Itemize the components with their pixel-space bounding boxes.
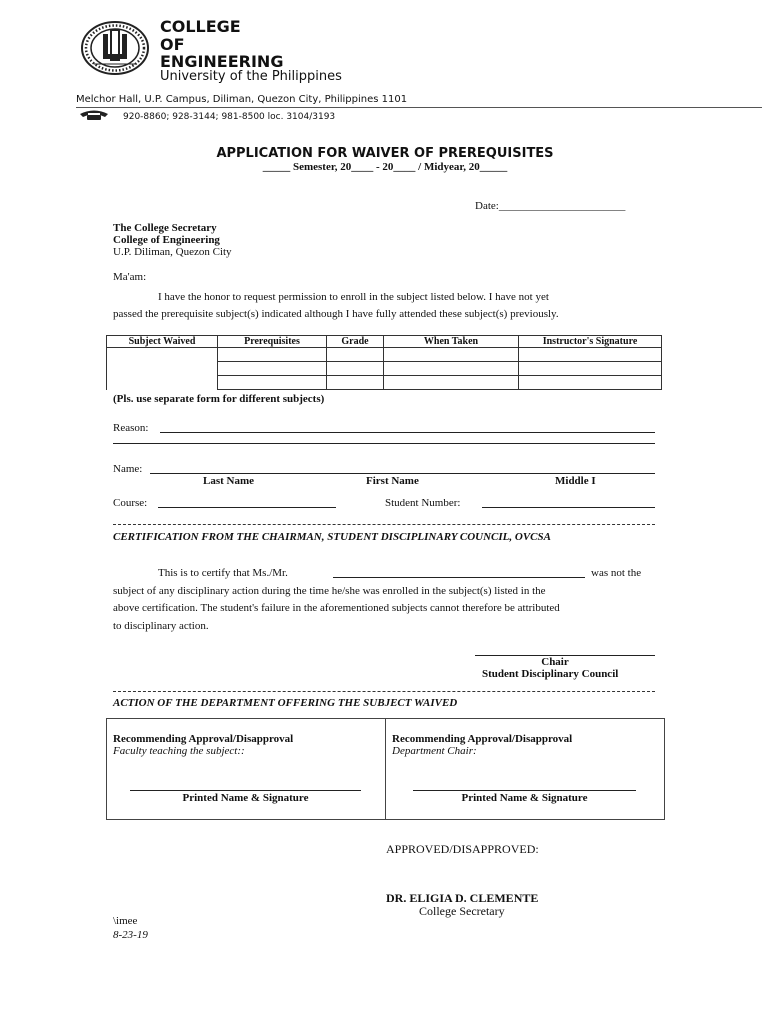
certification-line3: above certification. The student's failure in the aforementioned subjects cannot therefore be attributed (113, 602, 560, 614)
prerequisite-cell[interactable] (218, 348, 327, 362)
addressee-line1: The College Secretary (113, 222, 217, 234)
date-field[interactable]: Date:_______________________ (475, 200, 626, 212)
box-divider (385, 718, 386, 819)
section-divider (113, 691, 655, 692)
addressee-line2: College of Engineering (113, 234, 220, 246)
approval-label: APPROVED/DISAPPROVED: (386, 842, 539, 856)
when-taken-cell[interactable] (384, 362, 519, 376)
section-divider (113, 524, 655, 525)
col-grade: Grade (327, 336, 384, 348)
request-body-line1: I have the honor to request permission to enroll in the subject listed below. I have not yet (158, 291, 549, 303)
signature-cell[interactable] (519, 348, 662, 362)
table-row (107, 348, 662, 362)
grade-cell[interactable] (327, 376, 384, 390)
certification-line4: to disciplinary action. (113, 620, 209, 632)
when-taken-cell[interactable] (384, 348, 519, 362)
request-body-line2: passed the prerequisite subject(s) indicated although I have fully attended these subject(s) previously. (113, 308, 559, 320)
university-name: University of the Philippines (160, 69, 342, 84)
signatory-name: DR. ELIGIA D. CLEMENTE (386, 891, 539, 905)
dept-chair-signature-caption: Printed Name & Signature (461, 792, 588, 804)
certification-line1-end: was not the (591, 567, 642, 579)
salutation: Ma'am: (113, 271, 147, 283)
table-header-row (107, 336, 662, 348)
council-title: Student Disciplinary Council (482, 668, 619, 680)
last-name-caption: Last Name (203, 475, 255, 487)
col-prerequisites: Prerequisites (218, 336, 327, 348)
chair-title: Chair (541, 656, 569, 668)
college-name-line3: ENGINEERING (160, 52, 284, 71)
chair-approval-subtitle: Department Chair: (392, 745, 477, 757)
col-when-taken: When Taken (384, 336, 519, 348)
phone-numbers: 920-8860; 928-3144; 981-8500 loc. 3104/3193 (123, 112, 336, 122)
signature-cell[interactable] (519, 362, 662, 376)
header-divider (76, 107, 762, 108)
subjects-table (106, 335, 662, 390)
course-input-line[interactable] (158, 507, 336, 508)
prerequisite-cell[interactable] (218, 362, 327, 376)
student-number-input-line[interactable] (482, 507, 655, 508)
footer-date-code: 8-23-19 (113, 929, 148, 941)
signature-cell[interactable] (519, 376, 662, 390)
reason-input-line-2[interactable] (113, 443, 655, 444)
separate-form-note: (Pls. use separate form for different subjects) (113, 393, 325, 405)
certification-heading: CERTIFICATION FROM THE CHAIRMAN, STUDENT DISCIPLINARY COUNCIL, OVCSA (113, 531, 551, 543)
certification-line1-start: This is to certify that Ms./Mr. (158, 567, 288, 579)
first-name-caption: First Name (366, 475, 419, 487)
certification-line2: subject of any disciplinary action during the time he/she was enrolled in the subject(s) listed in the (113, 585, 546, 597)
course-label: Course: (113, 497, 148, 509)
reason-input-line[interactable] (160, 432, 655, 433)
chair-approval-title: Recommending Approval/Disapproval (392, 733, 573, 745)
faculty-signature-caption: Printed Name & Signature (182, 792, 309, 804)
col-instructor-signature: Instructor's Signature (519, 336, 662, 348)
middle-initial-caption: Middle I (555, 475, 596, 487)
telephone-icon (78, 108, 110, 120)
name-input-line[interactable] (150, 473, 655, 474)
campus-address: Melchor Hall, U.P. Campus, Diliman, Quezon City, Philippines 1101 (76, 94, 408, 105)
table-row (107, 376, 662, 390)
faculty-approval-title: Recommending Approval/Disapproval (113, 733, 294, 745)
footer-initials: \imee (113, 915, 138, 927)
up-seal-icon (80, 20, 150, 76)
table-row (107, 362, 662, 376)
action-heading: ACTION OF THE DEPARTMENT OFFERING THE SUBJECT WAIVED (113, 697, 458, 709)
form-title: APPLICATION FOR WAIVER OF PREREQUISITES (216, 146, 554, 161)
faculty-signature-line[interactable] (130, 790, 361, 791)
grade-cell[interactable] (327, 348, 384, 362)
student-name-input-line[interactable] (333, 577, 585, 578)
dept-chair-signature-line[interactable] (413, 790, 636, 791)
col-subject-waived: Subject Waived (107, 336, 218, 348)
college-name-line1: COLLEGE (160, 17, 241, 36)
semester-line: _____ Semester, 20____ - 20____ / Midyear, 20_____ (262, 161, 508, 173)
name-label: Name: (113, 463, 143, 475)
student-number-label: Student Number: (385, 497, 461, 509)
faculty-approval-subtitle: Faculty teaching the subject:: (113, 745, 245, 757)
when-taken-cell[interactable] (384, 376, 519, 390)
grade-cell[interactable] (327, 362, 384, 376)
prerequisite-cell[interactable] (218, 376, 327, 390)
reason-label: Reason: (113, 422, 149, 434)
signatory-title: College Secretary (419, 904, 505, 918)
addressee-line3: U.P. Diliman, Quezon City (113, 246, 232, 258)
college-name-line2: OF (160, 35, 185, 54)
